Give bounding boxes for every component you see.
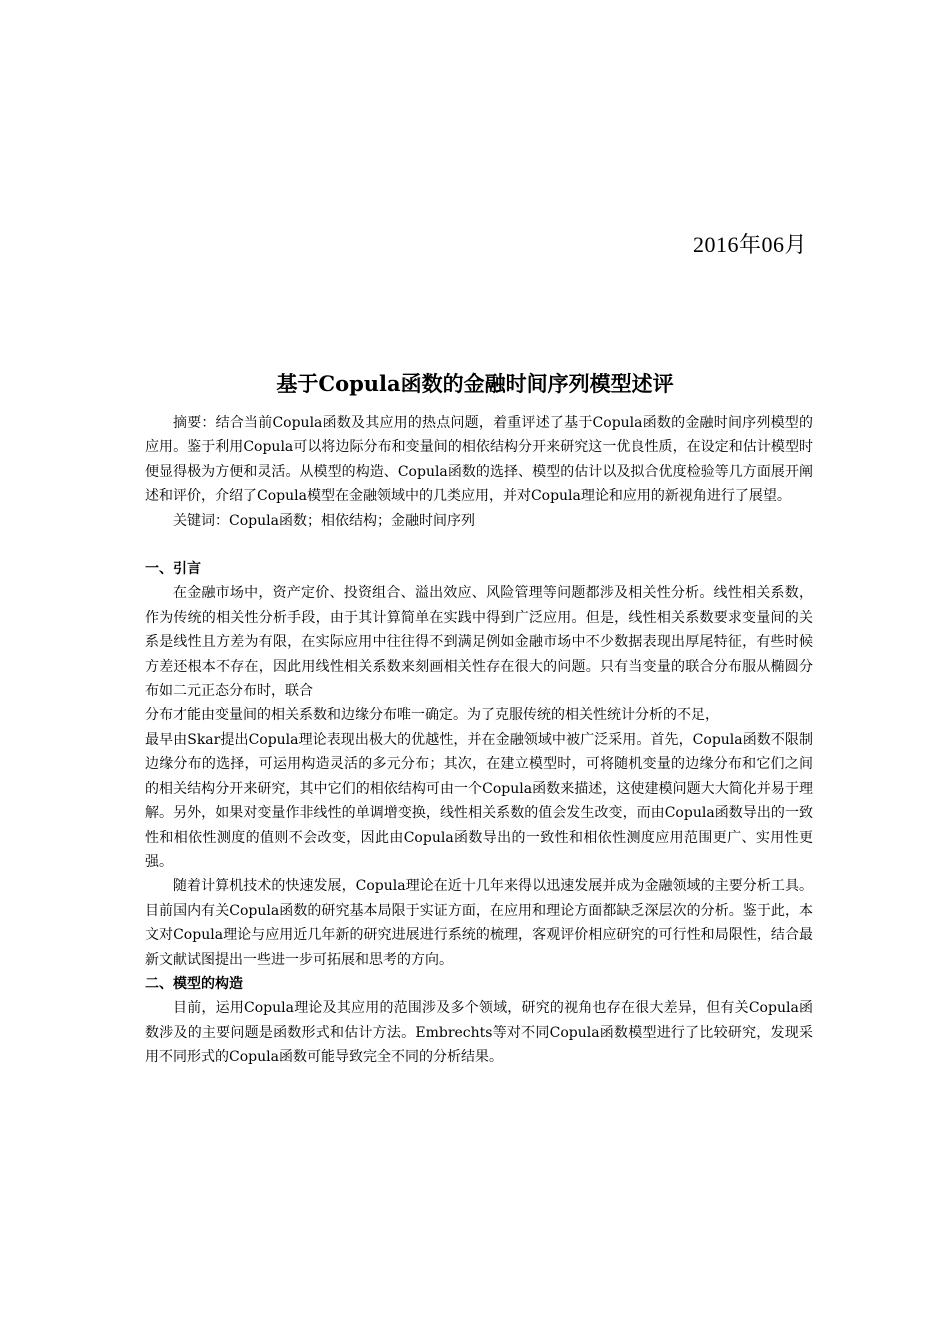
document-title: 基于Copula函数的金融时间序列模型述评 <box>276 371 674 396</box>
spacer <box>145 533 813 557</box>
abstract-paragraph: 摘要：结合当前Copula函数及其应用的热点问题，着重评述了基于Copula函数的金融时间序列模型的应用。鉴于利用Copula可以将边际分布和变量间的相依结构分开来研究这一优良性质，在设定和估计模型时便显得极为方便和灵活。从模型的构造、Copula函数的选择、模型的估计以及拟合优度检验等几方面展开阐述和评价，介绍了Copula模型在金融领域中的几类应用，并对Copula理论和应用的新视角进行了展望。 <box>145 415 813 505</box>
keywords-paragraph: 关键词：Copula函数；相依结构；金融时间序列 <box>173 512 475 529</box>
section-heading-introduction: 一、引言 <box>145 561 201 578</box>
section-heading-model-construction: 二、模型的构造 <box>145 975 243 992</box>
document-body <box>145 411 813 1070</box>
document-date: 2016年06月 <box>692 232 807 257</box>
intro-paragraph-1: 在金融市场中，资产定价、投资组合、溢出效应、风险管理等问题都涉及相关性分析。线性相关系数，作为传统的相关性分析手段，由于其计算简单在实践中得到广泛应用。但是，线性相关系数要求变量间的关系是线性且方差为有限，在实际应用中往往得不到满足例如金融市场中不少数据表现出厚尾特征，有些时候方差还根本不存在，因此用线性相关系数来刻画相关性存在很大的问题。只有当变量的联合分布服从椭圆分布如二元正态分布时，联合 <box>145 585 813 700</box>
intro-paragraph-3: 最早由Skar提出Copula理论表现出极大的优越性，并在金融领域中被广泛采用。首先，Copula函数不限制边缘分布的选择，可运用构造灵活的多元分布；其次，在建立模型时，可将随机变量的边缘分布和它们之间的相关结构分开来研究，其中它们的相依结构可由一个Copula函数来描述，这使建模问题大大简化并易于理解。另外，如果对变量作非线性的单调增变换，线性相关系数的值会发生改变，而由Copula函数导出的一致性和相依性测度的值则不会改变，因此由Copula函数导出的一致性和相依性测度应用范围更广、实用性更强。 <box>145 731 813 870</box>
intro-paragraph-2: 分布才能由变量间的相关系数和边缘分布唯一确定。为了克服传统的相关性统计分析的不足， <box>145 707 719 724</box>
model-paragraph-1: 目前，运用Copula理论及其应用的范围涉及多个领域，研究的视角也存在很大差异，但有关Copula函数涉及的主要问题是函数形式和估计方法。Embrechts等对不同Copula函数模型进行了比较研究，发现采用不同形式的Copula函数可能导致完全不同的分析结果。 <box>145 1000 813 1066</box>
intro-paragraph-4: 随着计算机技术的快速发展，Copula理论在近十几年来得以迅速发展并成为金融领域的主要分析工具。目前国内有关Copula函数的研究基本局限于实证方面，在应用和理论方面都缺乏深层次的分析。鉴于此，本文对Copula理论与应用近几年新的研究进展进行系统的梳理，客观评价相应研究的可行性和局限性，结合最新文献试图提出一些进一步可拓展和思考的方向。 <box>145 878 813 968</box>
